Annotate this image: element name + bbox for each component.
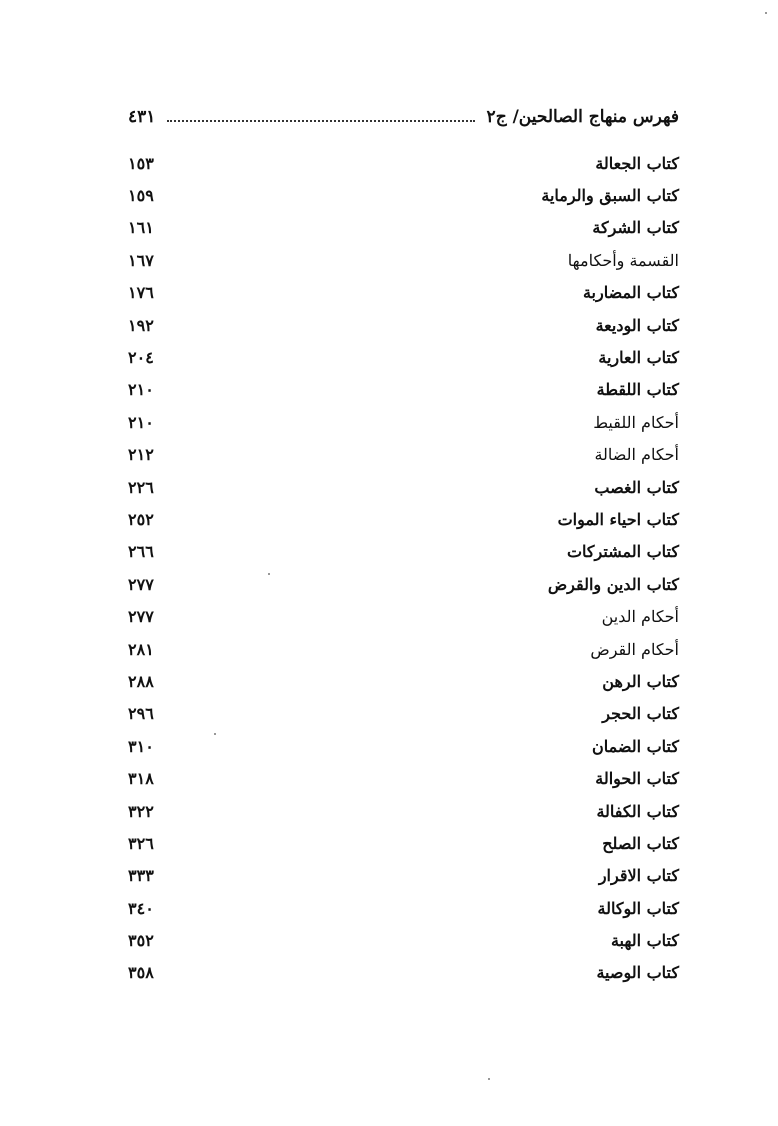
toc-entry-title: أحكام اللقيط: [593, 412, 679, 432]
toc-entry: [128, 957, 679, 989]
toc-entry-title: كتاب الغصب: [594, 477, 679, 497]
toc-entry: [128, 924, 679, 956]
running-header: [128, 104, 679, 130]
toc-entry: [128, 633, 679, 665]
toc-entry-title: كتاب الشركة: [592, 218, 679, 238]
toc-entry: [128, 698, 679, 730]
toc-entry-page: ٣٥٨: [128, 963, 154, 983]
toc-entry: [128, 795, 679, 827]
toc-entry-title: كتاب اللقطة: [596, 380, 679, 400]
toc-entry-title: كتاب الوديعة: [595, 315, 679, 335]
toc-entry: [128, 374, 679, 406]
header-title: فهرس منهاج الصالحين/ ج٢: [486, 107, 679, 127]
toc-entry-title: كتاب احياء الموات: [557, 509, 679, 529]
toc-entry-page: ٢٧٧: [128, 607, 154, 627]
toc-entry: [128, 860, 679, 892]
toc-entry-page: ٢٥٢: [128, 509, 154, 529]
toc-entry: [128, 665, 679, 697]
toc-entry-title: أحكام القرض: [590, 639, 679, 659]
toc-entry: [128, 179, 679, 211]
toc-entry-title: كتاب المضاربة: [582, 283, 679, 303]
toc-entry-title: كتاب الرهن: [602, 671, 679, 691]
toc-entry: [128, 244, 679, 276]
toc-entry-title: كتاب الصلح: [602, 833, 679, 853]
toc-entry: [128, 892, 679, 924]
toc-entry-page: ٢١٠: [128, 380, 154, 400]
toc-entry: [128, 568, 679, 600]
toc-entry-title: أحكام الضالة: [594, 445, 679, 465]
toc-entry: [128, 730, 679, 762]
toc-entry-page: ٣٢٦: [128, 833, 154, 853]
toc-entry-title: أحكام الدين: [601, 607, 679, 627]
toc-entry: [128, 147, 679, 179]
toc-entry-title: كتاب الهبة: [610, 931, 679, 951]
toc-entry-page: ٢٨١: [128, 639, 154, 659]
toc-entry: [128, 309, 679, 341]
toc-entry-page: ١٦٧: [128, 250, 154, 270]
toc-entry: [128, 277, 679, 309]
table-of-contents: [128, 147, 679, 989]
toc-entry-title: كتاب العارية: [598, 348, 679, 368]
toc-entry-title: كتاب الجعالة: [595, 153, 679, 173]
toc-entry: [128, 827, 679, 859]
toc-entry-page: ٢٩٦: [128, 704, 154, 724]
toc-entry-page: ٣٣٣: [128, 866, 154, 886]
toc-entry-page: ٢٦٦: [128, 542, 154, 562]
toc-entry-page: ١٧٦: [128, 283, 154, 303]
toc-entry-page: ٣٥٢: [128, 931, 154, 951]
toc-entry-page: ٢٠٤: [128, 348, 154, 368]
toc-entry-page: ٣١٨: [128, 769, 154, 789]
toc-entry-title: كتاب الحجر: [602, 704, 679, 724]
scan-speck: [268, 573, 270, 575]
toc-entry-page: ١٩٢: [128, 315, 154, 335]
toc-entry-title: كتاب السبق والرماية: [541, 186, 679, 206]
toc-entry-title: كتاب الدين والقرض: [547, 574, 679, 594]
scan-speck: [765, 12, 767, 14]
toc-entry: [128, 503, 679, 535]
toc-entry: [128, 439, 679, 471]
toc-entry: [128, 536, 679, 568]
toc-entry: [128, 762, 679, 794]
toc-entry: [128, 471, 679, 503]
header-dot-leader: [167, 120, 474, 122]
scan-speck: [214, 733, 216, 735]
toc-entry-page: ٢١٢: [128, 445, 154, 465]
toc-entry-title: كتاب الضمان: [591, 736, 679, 756]
toc-entry-title: كتاب الكفالة: [596, 801, 679, 821]
toc-entry-page: ٣١٠: [128, 736, 154, 756]
toc-entry-page: ١٥٩: [128, 186, 154, 206]
toc-entry-title: كتاب الوكالة: [597, 898, 679, 918]
toc-entry-page: ١٦١: [128, 218, 154, 238]
toc-entry-page: ٢٨٨: [128, 671, 154, 691]
toc-entry-title: كتاب الوصية: [596, 963, 679, 983]
scan-speck: [488, 1078, 490, 1080]
toc-entry: [128, 600, 679, 632]
toc-entry-page: ٣٤٠: [128, 898, 154, 918]
toc-entry-title: القسمة وأحكامها: [567, 250, 679, 270]
toc-entry: [128, 406, 679, 438]
toc-entry: [128, 341, 679, 373]
header-page-number: ٤٣١: [128, 107, 156, 127]
toc-entry: [128, 212, 679, 244]
toc-entry-page: ٣٢٢: [128, 801, 154, 821]
toc-entry-page: ٢١٠: [128, 412, 154, 432]
toc-entry-page: ٢٧٧: [128, 574, 154, 594]
toc-entry-title: كتاب الاقرار: [598, 866, 679, 886]
toc-entry-title: كتاب الحوالة: [595, 769, 679, 789]
toc-entry-page: ٢٢٦: [128, 477, 154, 497]
toc-entry-title: كتاب المشتركات: [566, 542, 679, 562]
toc-entry-page: ١٥٣: [128, 153, 154, 173]
